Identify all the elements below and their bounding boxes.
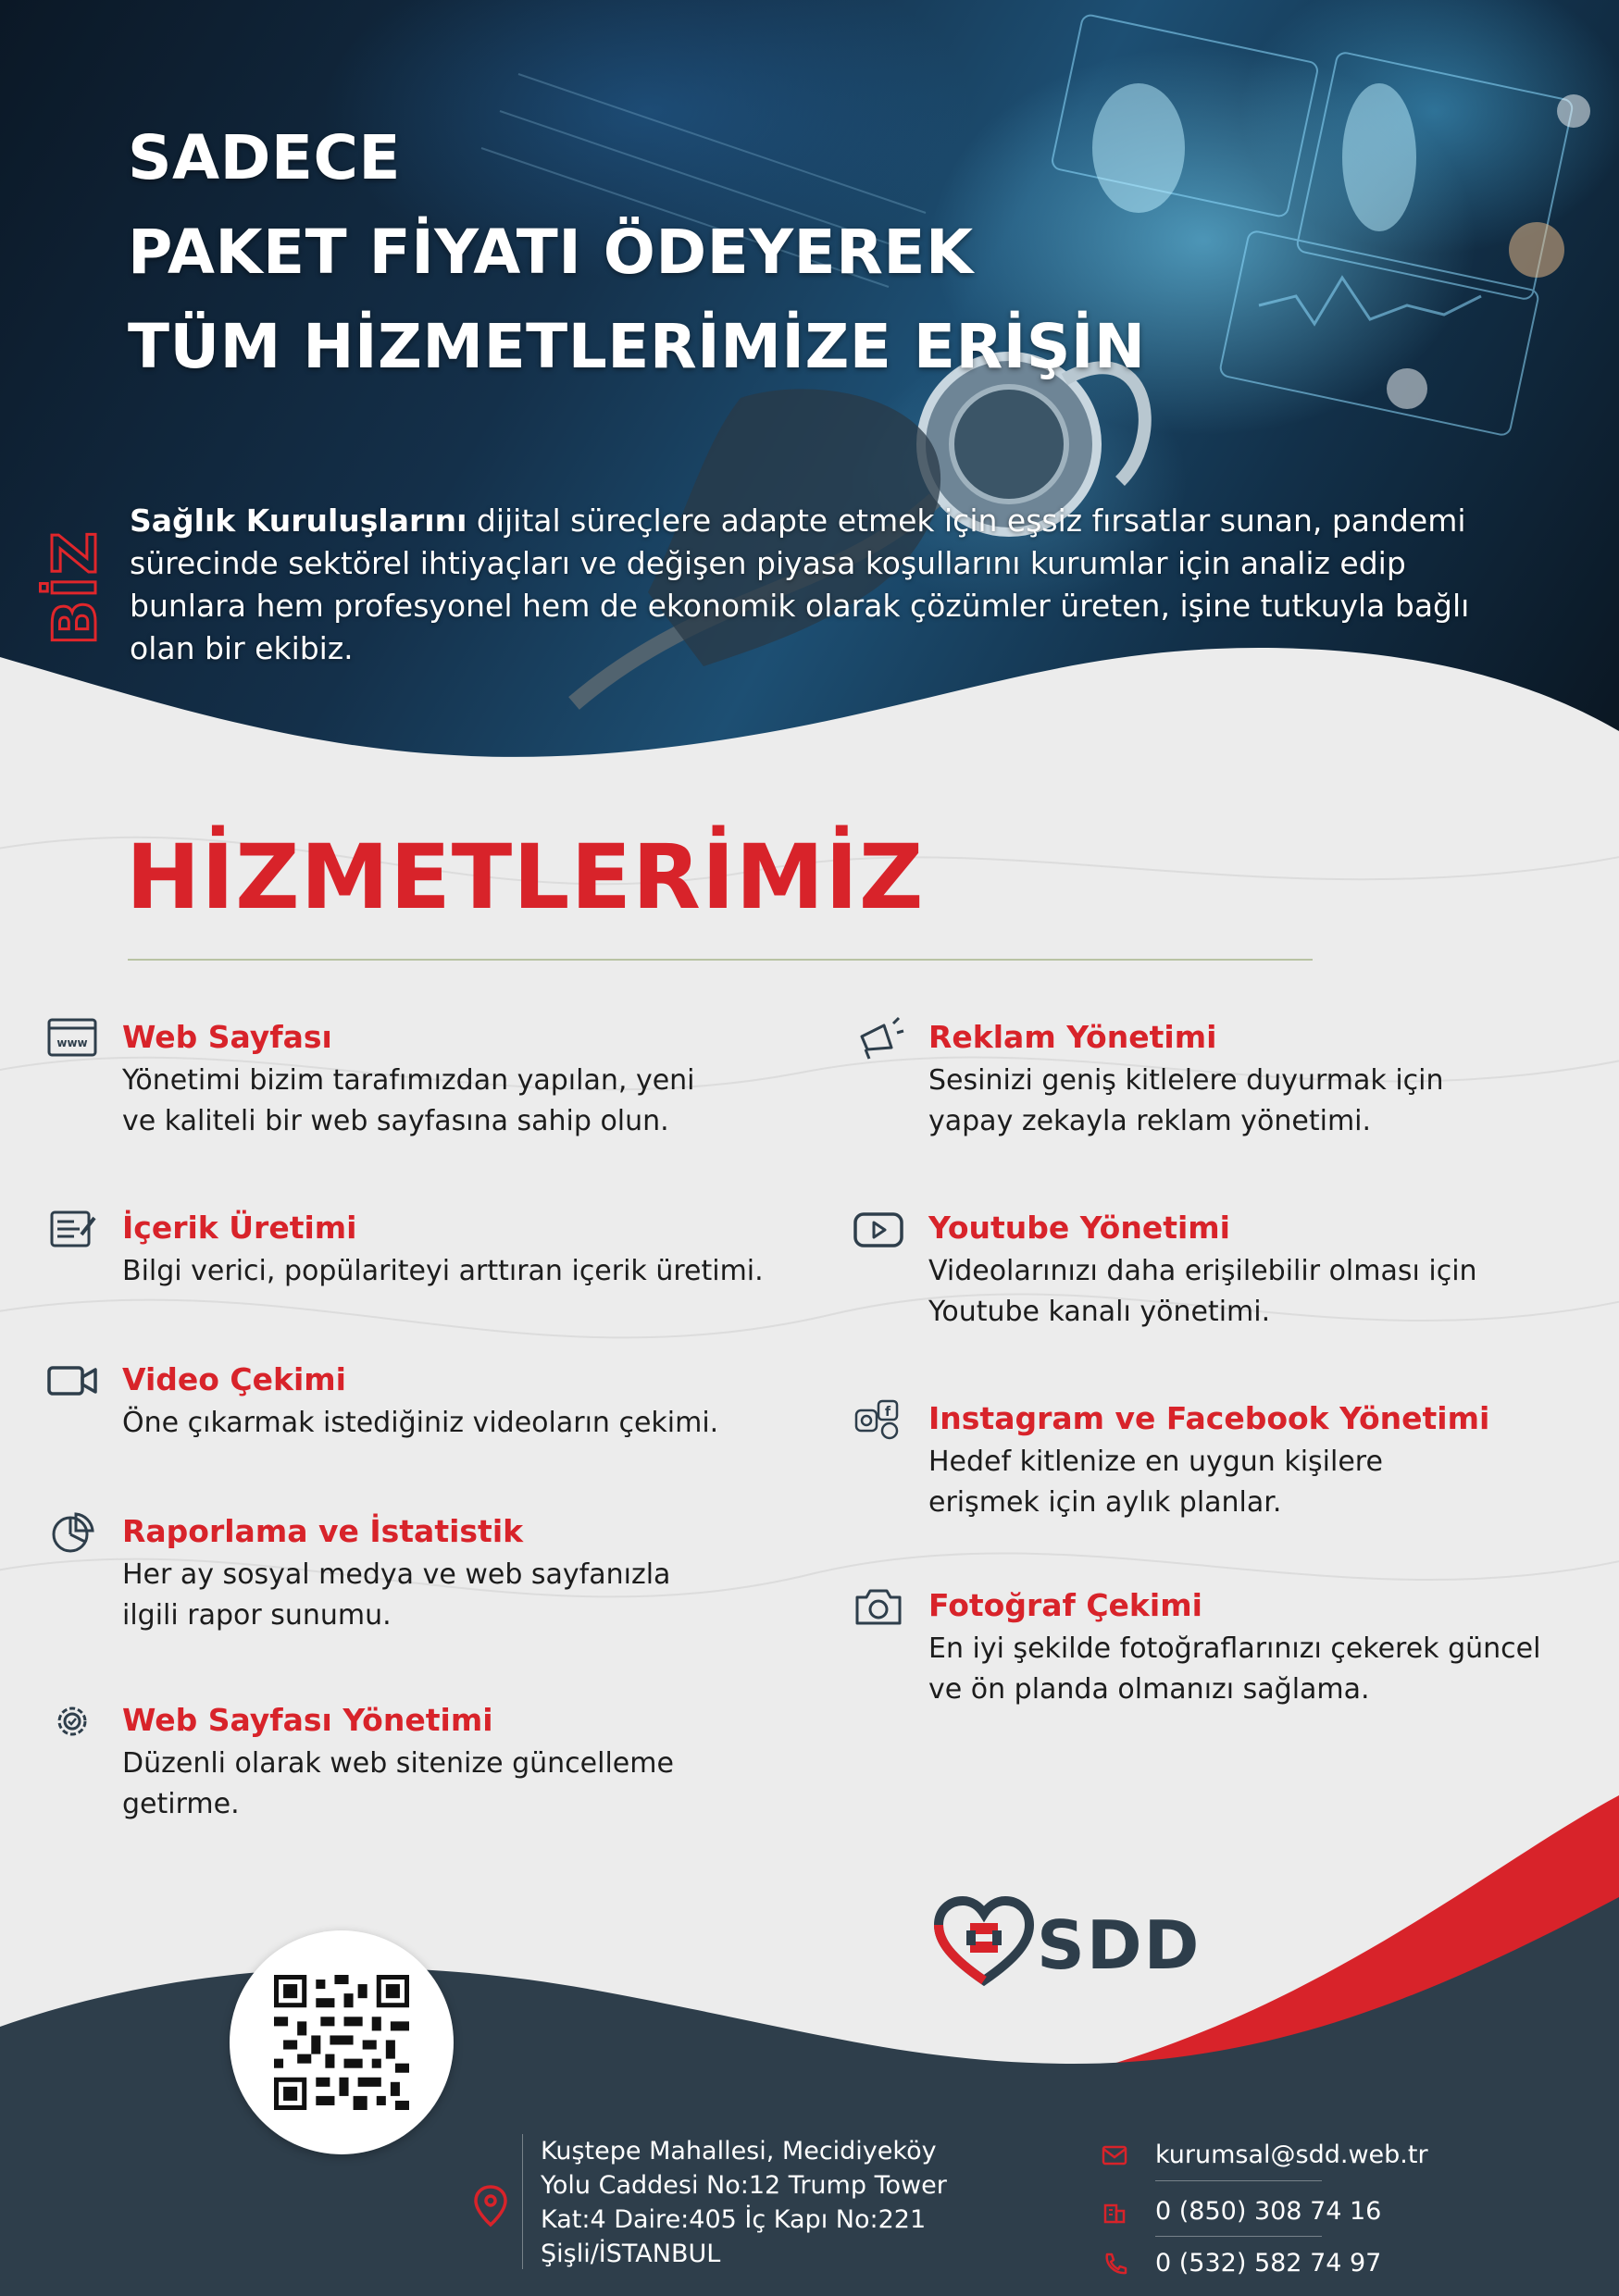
service-description: Düzenli olarak web sitenize güncelleme getirme. xyxy=(122,1747,674,1820)
mail-icon xyxy=(1102,2143,1127,2167)
qr-code-badge[interactable] xyxy=(230,1930,454,2154)
email-address[interactable]: kurumsal@sdd.web.tr xyxy=(1155,2141,1428,2169)
headline-line-2: PAKET FİYATI ÖDEYEREK xyxy=(128,217,974,288)
svg-text:www: www xyxy=(56,1036,88,1049)
content-writing-icon xyxy=(46,1207,98,1251)
brand-name: SDD xyxy=(1037,1906,1202,1984)
service-youtube-yonetimi xyxy=(928,1207,1576,1333)
service-instagram-facebook xyxy=(884,1397,1576,1523)
browser-www-icon xyxy=(46,1016,98,1061)
biz-tag-text: BİZ xyxy=(42,529,110,646)
service-description: Öne çıkarmak istediğiniz videoların çekimi. xyxy=(122,1407,719,1439)
service-description: Yönetimi bizim tarafımızdan yapılan, yeni ve kaliteli bir web sayfasına sahip olun. xyxy=(122,1064,695,1137)
service-video-cekimi xyxy=(122,1359,770,1444)
sdd-logo xyxy=(933,1895,1229,1988)
service-description: Hedef kitlenize en uygun kişilere erişmek için aylık planlar. xyxy=(928,1446,1383,1519)
address-divider xyxy=(522,2134,523,2269)
service-title: Web Sayfası Yönetimi xyxy=(122,1702,493,1738)
heading-divider xyxy=(128,959,1313,961)
hero-headline xyxy=(128,111,1146,394)
headline-line-3: TÜM HİZMETLERİMİZE ERİŞİN xyxy=(128,311,1146,382)
phone-icon xyxy=(1102,2252,1127,2276)
service-description: Videolarınızı daha erişilebilir olması için Youtube kanalı yönetimi. xyxy=(928,1255,1477,1328)
headline-line-1: SADECE xyxy=(128,122,402,193)
service-description: Sesinizi geniş kitlelere duyurmak için yapay zekayla reklam yönetimi. xyxy=(928,1064,1444,1137)
settings-gear-icon xyxy=(46,1699,98,1744)
service-title: Reklam Yönetimi xyxy=(928,1019,1217,1055)
address-line-4: Şişli/İSTANBUL xyxy=(541,2240,721,2268)
service-fotograf-cekimi xyxy=(928,1584,1576,1710)
intro-text: dijital süreçlere adapte etmek için eşsiz fırsatlar sunan, pandemi sürecinde sektörel ihtiyaçları ve değişen piyasa koşullarını kurumlar için analiz edip bunlara hem profesyonel hem de ekonomik olarak çözümler üreten, işine tutkuyla bağlı olan bir ekibiz. xyxy=(130,503,1470,666)
contact-divider xyxy=(1155,2180,1322,2181)
pie-chart-icon xyxy=(46,1510,98,1555)
service-title: Instagram ve Facebook Yönetimi xyxy=(928,1400,1490,1436)
intro-bold-text: Sağlık Kuruluşlarını xyxy=(130,503,467,539)
youtube-play-icon xyxy=(853,1207,904,1251)
address-line-3: Kat:4 Daire:405 İç Kapı No:221 xyxy=(541,2205,927,2234)
service-title: Raporlama ve İstatistik xyxy=(122,1513,524,1549)
address-block xyxy=(541,2134,947,2271)
social-media-icon xyxy=(853,1397,904,1442)
qr-code-icon xyxy=(274,1975,409,2110)
heart-logo-icon xyxy=(933,1895,1035,1988)
services-heading: HİZMETLERİMİZ xyxy=(126,825,925,929)
service-description: Bilgi verici, popülariteyi arttıran içerik üretimi. xyxy=(122,1255,764,1287)
video-camera-icon xyxy=(46,1359,98,1403)
megaphone-icon xyxy=(853,1016,904,1061)
office-phone-number[interactable]: 0 (850) 308 74 16 xyxy=(1155,2197,1382,2226)
service-title: Fotoğraf Çekimi xyxy=(928,1587,1202,1623)
service-title: İçerik Üretimi xyxy=(122,1210,357,1246)
service-icerik-uretimi xyxy=(122,1207,770,1292)
service-web-sayfasi xyxy=(56,1016,770,1142)
contact-divider xyxy=(1155,2236,1322,2237)
svg-text:f: f xyxy=(884,1405,891,1420)
service-reklam-yonetimi xyxy=(928,1016,1576,1142)
service-title: Video Çekimi xyxy=(122,1361,346,1397)
address-line-2: Yolu Caddesi No:12 Trump Tower xyxy=(541,2171,947,2200)
service-description: Her ay sosyal medya ve web sayfanızla ilgili rapor sunumu. xyxy=(122,1558,671,1632)
service-title: Web Sayfası xyxy=(122,1019,332,1055)
building-icon xyxy=(1102,2200,1127,2224)
location-pin-icon xyxy=(472,2184,509,2228)
service-title: Youtube Yönetimi xyxy=(928,1210,1230,1246)
service-description: En iyi şekilde fotoğraflarınızı çekerek güncel ve ön planda olmanızı sağlama. xyxy=(928,1632,1541,1706)
mobile-phone-number[interactable]: 0 (532) 582 74 97 xyxy=(1155,2249,1382,2277)
photo-camera-icon xyxy=(853,1584,904,1629)
address-line-1: Kuştepe Mahallesi, Mecidiyeköy xyxy=(541,2137,937,2166)
service-raporlama xyxy=(122,1510,770,1636)
